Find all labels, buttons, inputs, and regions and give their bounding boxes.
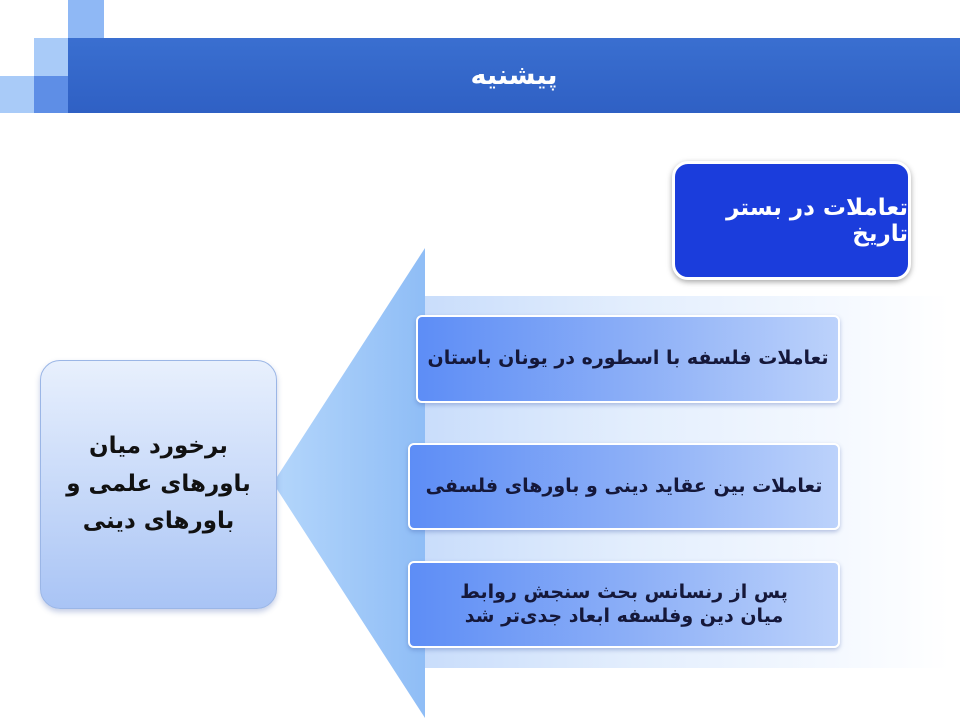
item-box-1: [416, 315, 840, 403]
header-box: [672, 161, 911, 280]
source-label: برخورد میان باورهای علمی و باورهای دینی: [66, 432, 251, 535]
item-label: تعاملات فلسفه با اسطوره در یونان باستان: [427, 347, 829, 370]
source-box: [40, 360, 277, 609]
item-label-line-2: میان دین وفلسفه ابعاد جدی‌تر شد: [464, 604, 784, 627]
arrow-wedge: [273, 248, 425, 718]
item-box-3: [408, 561, 840, 648]
item-box-2: [408, 443, 840, 530]
item-label: تعاملات بین عقاید دینی و باورهای فلسفی: [425, 474, 823, 497]
header-label: تعاملات در بستر تاریخ: [726, 194, 908, 247]
item-label-line-1: پس از رنسانس بحث سنجش روابط: [460, 580, 788, 603]
slide-title: پیشنیه: [470, 60, 558, 91]
